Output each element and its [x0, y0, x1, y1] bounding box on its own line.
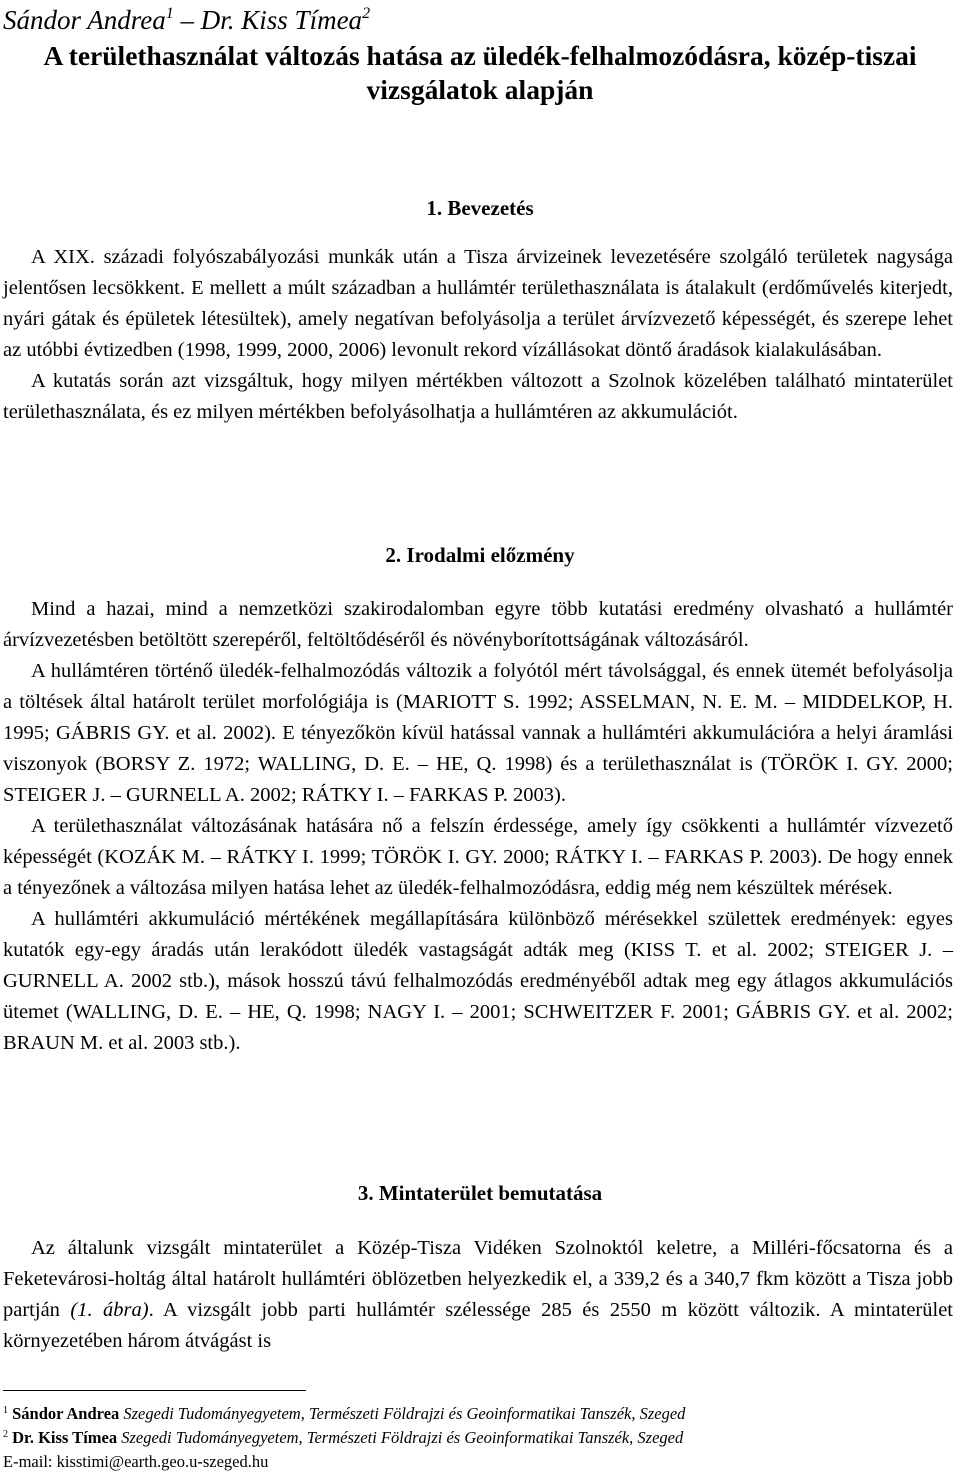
- footnote-2: [3, 1426, 958, 1450]
- section-2-body: [3, 594, 953, 1059]
- section-1-heading: 1. Bevezetés: [426, 196, 534, 220]
- section-1-paragraph-2: A kutatás során azt vizsgáltuk, hogy milyen mértékben változott a Szolnok közelében található mintaterület területhasználata, és ez milyen mértékben befolyásolhatja a hullámtéren az akkumulációt.: [3, 370, 953, 423]
- footnotes: [3, 1402, 958, 1474]
- footnote-2-affiliation: Szegedi Tudományegyetem, Természeti Földrajzi és Geoinformatikai Tanszék, Szeged: [121, 1428, 684, 1447]
- footnote-separator: [3, 1390, 306, 1391]
- author-separator: –: [180, 5, 195, 35]
- author-2-footnote-ref[interactable]: 2: [362, 5, 371, 22]
- paper-title-line-2: vizsgálatok alapján: [366, 74, 594, 105]
- section-2-paragraph-2: A hullámtéren történő üledék-felhalmozódás változik a folyótól mért távolsággal, és ennek ütemét befolyásolja a töltések által határolt terület morfológiája is (MARIOTT S. 1992; ASSELMAN, N. E. M. – MIDDELKOP, H. 1995; GÁBRIS GY. et al. 2002). E tényezőkön kívül hatással vannak a hullámtéri akkumulációra a helyi áramlási viszonyok (BORSY Z. 1972; WALLING, D. E. – HE, Q. 1998) és a területhasználat is (TÖRÖK I. GY. 2000; STEIGER J. – GURNELL A. 2002; RÁTKY I. – FARKAS P. 2003).: [3, 660, 953, 806]
- figure-1-reference[interactable]: (1. ábra): [70, 1299, 149, 1321]
- section-3-heading: 3. Mintaterület bemutatása: [357, 1181, 603, 1205]
- footnote-1-affiliation: Szegedi Tudományegyetem, Természeti Földrajzi és Geoinformatikai Tanszék, Szeged: [123, 1404, 686, 1423]
- footnote-1-author: Sándor Andrea: [12, 1404, 120, 1423]
- section-3-paragraph-1: [3, 1233, 953, 1357]
- section-3-text-a: Az általunk vizsgált mintaterület a Közép-Tisza Vidéken Szolnoktól keletre, a Milléri-főcsatorna és a Feketevárosi-holtág által határolt hullámtéri öblözetben helyezkedik el, a 339,2 és a 340,7 fkm között a Tisza jobb partján: [3, 1237, 953, 1321]
- authors-line: [3, 4, 370, 36]
- section-2-heading: 2. Irodalmi előzmény: [385, 543, 575, 567]
- section-3-text-b: . A vizsgált jobb parti hullámtér szélessége 285 és 2550 m között változik. A mintaterület környezetében három átvágást is: [3, 1299, 954, 1352]
- footnote-1-number: 1: [3, 1405, 8, 1416]
- footnote-1: [3, 1402, 958, 1426]
- author-2: Dr. Kiss Tímea: [200, 5, 363, 35]
- footnote-email[interactable]: E-mail: kisstimi@earth.geo.u-szeged.hu: [3, 1452, 269, 1471]
- section-1-paragraph-1: A XIX. századi folyószabályozási munkák után a Tisza árvizeinek levezetésére szolgáló területek nagysága jelentősen lecsökkent. E mellett a múlt században a hullámtér területhasználata is átalakult (erdőművelés kiterjedt, nyári gátak és épületek létesültek), amely negatívan befolyásolja a terület árvízvezető képességét, és szerepe lehet az utóbbi évtizedben (1998, 1999, 2000, 2006) levonult rekord vízállásokat döntő áradások kialakulásában.: [3, 246, 953, 361]
- paper-title: [0, 39, 960, 107]
- author-1-footnote-ref[interactable]: 1: [165, 5, 174, 22]
- paper-title-line-1: A területhasználat változás hatása az üledék-felhalmozódásra, közép-tiszai: [43, 40, 917, 71]
- section-3-body: [3, 1233, 953, 1357]
- footnote-2-number: 2: [3, 1429, 8, 1440]
- section-2-paragraph-1: Mind a hazai, mind a nemzetközi szakirodalomban egyre több kutatási eredmény olvasható a hullámtér árvízvezetésben betöltött szerepéről, feltöltődéséről és növényborítottságának változásáról.: [3, 598, 953, 651]
- section-2-paragraph-4: A hullámtéri akkumuláció mértékének megállapítására különböző mérésekkel születtek eredmények: egyes kutatók egy-egy áradás után lerakódott üledék vastagságát adták meg (KISS T. et al. 2002; STEIGER J. – GURNELL A. 2002 stb.), mások hosszú távú felhalmozódás eredményéből adtak meg egy átlagos akkumulációs ütemet (WALLING, D. E. – HE, Q. 1998; NAGY I. – 2001; SCHWEITZER F. 2001; GÁBRIS GY. et al. 2002; BRAUN M. et al. 2003 stb.).: [3, 908, 953, 1054]
- footnote-2-author: Dr. Kiss Tímea: [12, 1428, 118, 1447]
- section-1-body: [3, 242, 953, 428]
- section-2-paragraph-3: A területhasználat változásának hatására nő a felszín érdessége, amely így csökkenti a hullámtér vízvezető képességét (KOZÁK M. – RÁTKY I. 1999; TÖRÖK I. GY. 2000; RÁTKY I. – FARKAS P. 2003). De hogy ennek a tényezőnek a változása milyen hatása lehet az üledék-felhalmozódásra, eddig még nem készültek mérések.: [3, 815, 953, 899]
- author-1: Sándor Andrea: [3, 5, 166, 35]
